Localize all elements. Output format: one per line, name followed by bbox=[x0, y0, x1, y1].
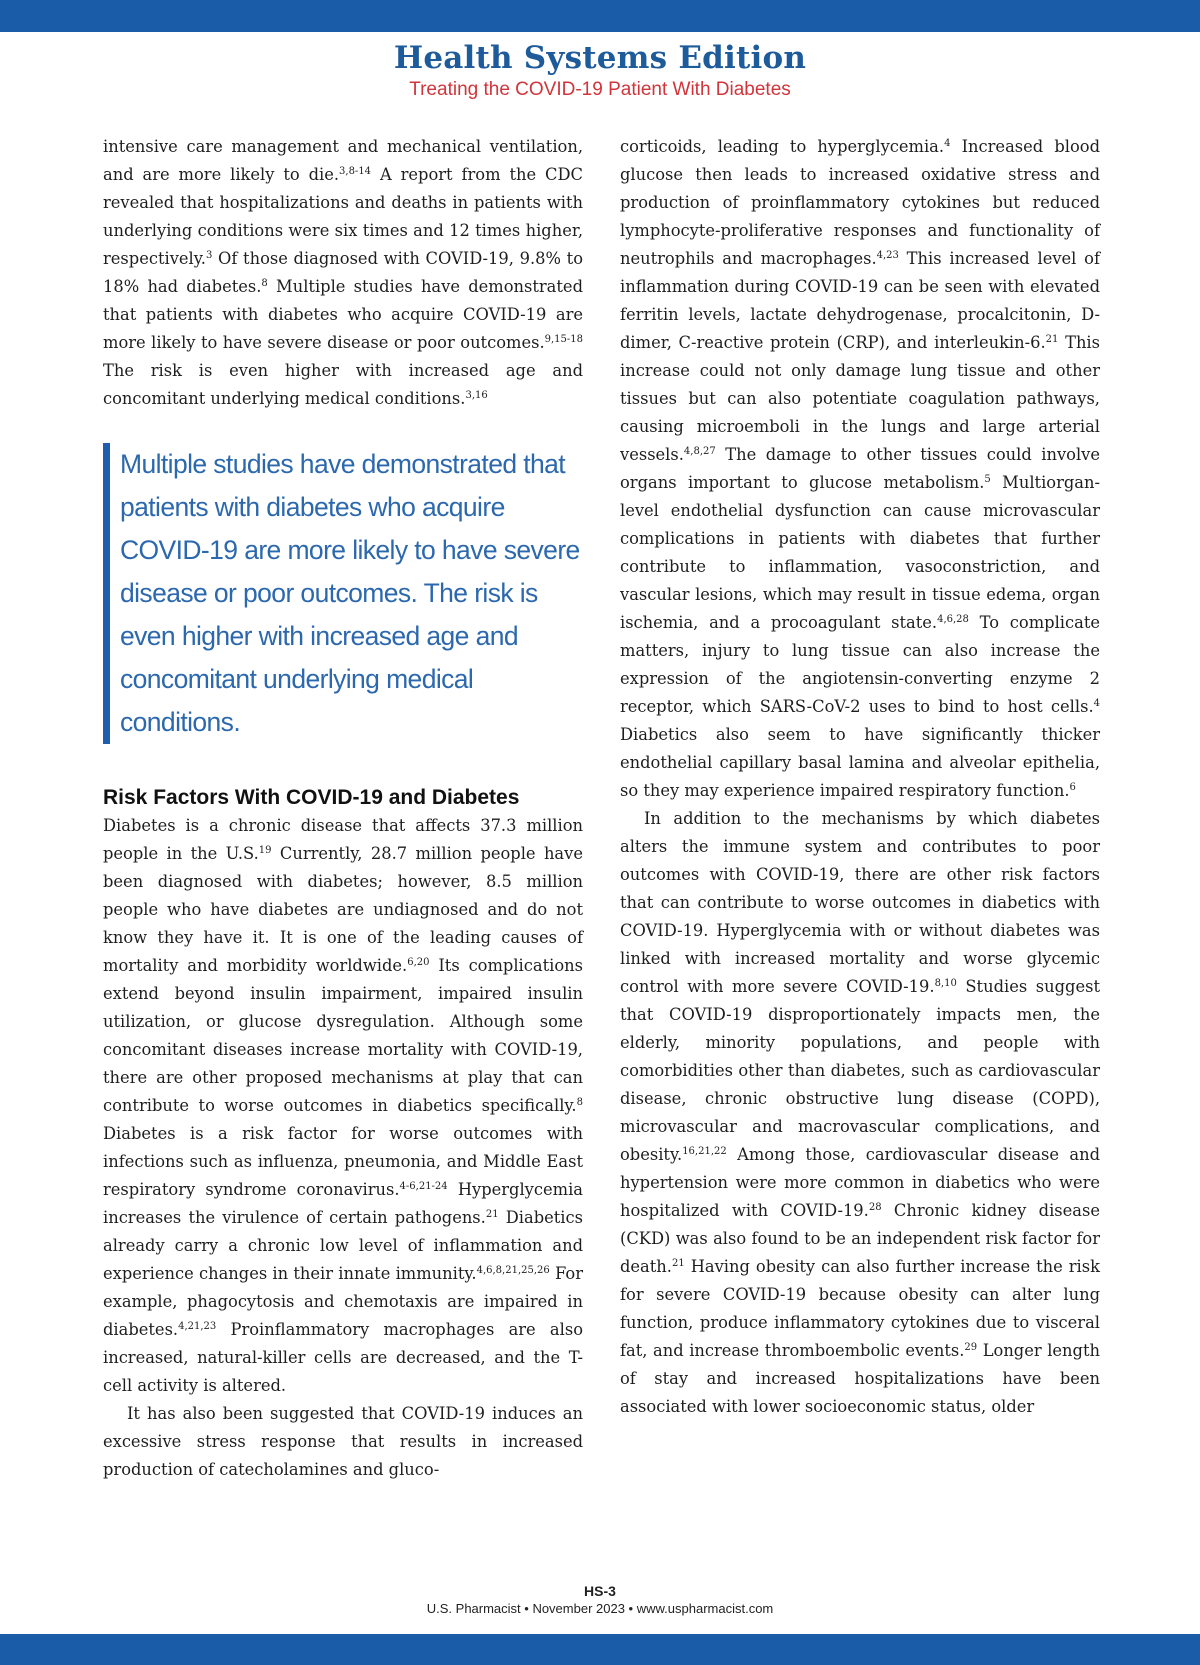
reference-superscript: 8 bbox=[261, 278, 268, 289]
reference-superscript: 8 bbox=[576, 1097, 583, 1108]
reference-superscript: 6 bbox=[1069, 782, 1076, 793]
reference-superscript: 6,20 bbox=[407, 957, 430, 968]
reference-superscript: 3,16 bbox=[465, 390, 488, 401]
reference-superscript: 4,21,23 bbox=[178, 1321, 217, 1332]
article-running-title: Treating the COVID-19 Patient With Diabetes bbox=[409, 79, 791, 100]
page-footer bbox=[0, 1582, 1200, 1618]
reference-superscript: 16,21,22 bbox=[682, 1146, 727, 1157]
body-paragraph: It has also been suggested that COVID-19 induces an excessive stress response that results in increased production of catecholamines and gluco- bbox=[103, 1404, 583, 1479]
reference-superscript: 5 bbox=[984, 474, 991, 485]
section-heading: Risk Factors With COVID-19 and Diabetes bbox=[103, 786, 520, 809]
bottom-color-band bbox=[0, 1634, 1200, 1665]
reference-superscript: 8,10 bbox=[934, 978, 957, 989]
reference-superscript: 21 bbox=[485, 1209, 499, 1220]
reference-superscript: 4,23 bbox=[876, 250, 899, 261]
reference-superscript: 29 bbox=[964, 1342, 978, 1353]
body-paragraph: In addition to the mechanisms by which diabetes alters the immune system and contributes to poor outcomes with COVID-19, there are other risk factors that can contribute to worse outcomes in diabetics with COVID-19. Hyperglycemia with or without diabetes was linked with increased mortality and worse glycemic control with more severe COVID-19.$^{8,10}$ Studies suggest that COVID-19 disproportionately impacts men, the elderly, minority populations, and people with comorbidities other than diabetes, such as cardiovascular disease, chronic obstructive lung disease (COPD), microvascular and macrovascular complications, and obesity.$^{16,21,22}$ Among those, cardiovascular disease and hypertension were more common in diabetics who were hospitalized with COVID-19.28 Chronic kidney disease (CKD) was also found to be an independent risk factor for death.$^{21}$ Having obesity can also further increase the risk for severe COVID-19 because obesity can alter lung function, produce inflammatory cytokines due to visceral fat, and increase thromboembolic events.$^{29}$ Longer length of stay and increased hospitalizations have been associated with lower socioeconomic status, older bbox=[620, 809, 1100, 1416]
reference-superscript: 4 bbox=[944, 138, 951, 149]
reference-superscript: 4 bbox=[1093, 698, 1100, 709]
reference-superscript: 3 bbox=[205, 250, 213, 261]
reference-superscript: 3,8-14 bbox=[339, 166, 372, 177]
masthead bbox=[0, 38, 1200, 102]
reference-superscript: 21 bbox=[671, 1258, 685, 1269]
reference-superscript: 21 bbox=[1045, 334, 1059, 345]
reference-superscript: 4,6,28 bbox=[937, 614, 969, 625]
right-column bbox=[620, 133, 1100, 1421]
page-number: HS-3 bbox=[584, 1583, 616, 1599]
reference-superscript: 19 bbox=[258, 845, 272, 856]
reference-superscript: 28 bbox=[868, 1202, 882, 1213]
body-paragraph: Diabetes is a chronic disease that affects 37.3 million people in the U.S.$^{19}$ Currently, 28.7 million people have been diagnosed with diabetes; however, 8.5 million people who have diabetes are undiagnosed and do not know they have it. It is one of the leading causes of mortality and morbidity worldwide.$^{6,20}$ Its complications extend beyond insulin impairment, impaired insulin utilization, or glucose dysregulation. Although some concomitant diseases increase mortality with COVID-19, there are other proposed mechanisms at play that can contribute to worse outcomes in diabetics specifically.$^8$ Diabetes is a risk factor for worse outcomes with infections such as influenza, pneumonia, and Middle East respiratory syndrome coronavirus.$^{4-6,21-24}$ Hyperglycemia increases the virulence of certain pathogens.$^{21}$ Diabetics already carry a chronic low level of inflammation and experience changes in their innate immunity.$^{4,6,8,21,25,26}$ For example, phagocytosis and chemotaxis are impaired in diabetes.$^{4,21,23}$ Proinflammatory macrophages are also increased, natural-killer cells are decreased, and the T-cell activity is altered. bbox=[103, 816, 583, 1395]
publication-citation: U.S. Pharmacist • November 2023 • www.uspharmacist.com bbox=[426, 1601, 774, 1616]
reference-superscript: 9,15-18 bbox=[544, 334, 583, 345]
reference-superscript: 4,6,8,21,25,26 bbox=[476, 1265, 550, 1276]
reference-superscript: 4,8,27 bbox=[683, 446, 716, 457]
top-color-band bbox=[0, 0, 1200, 32]
edition-title: Health Systems Edition bbox=[393, 40, 807, 76]
reference-superscript: 4-6,21-24 bbox=[399, 1181, 448, 1192]
pull-quote: Multiple studies have demonstrated that patients with diabetes who acquire COVID-19 are more likely to have severe disease or poor outcomes. The risk is even higher with increased age and concomitant underlying medical conditions. bbox=[103, 443, 583, 744]
body-paragraph: intensive care management and mechanical ventilation, and are more likely to die.$^{3,8-14}$ A report from the CDC revealed that hospitalizations and deaths in patients with underlying conditions were six times and 12 times higher, respectively.$^3$ Of those diagnosed with COVID-19, 9.8% to 18% had diabetes.$^8$ Multiple studies have demonstrated that patients with diabetes who acquire COVID-19 are more likely to have severe disease or poor outcomes.$^{9,15-18}$ The risk is even higher with increased age and concomitant underlying medical conditions.$^{3,16}$ bbox=[103, 137, 583, 408]
body-paragraph: corticoids, leading to hyperglycemia.$^4$ Increased blood glucose then leads to increased oxidative stress and production of proinflammatory cytokines but reduced lymphocyte-proliferative responses and functionality of neutrophils and macrophages.$^{4,23}$ This increased level of inflammation during COVID-19 can be seen with elevated ferritin levels, lactate dehydrogenase, procalcitonin, D-dimer, C-reactive protein (CRP), and interleukin-6.21 This increase could not only damage lung tissue and other tissues but can also potentiate coagulation pathways, causing microemboli in the lungs and large arterial vessels.$^{4,8,27}$ The damage to other tissues could involve organs important to glucose metabolism.$^5$ Multiorgan-level endothelial dysfunction can cause microvascular complications in patients with diabetes that further contribute to inflammation, vasoconstriction, and vascular lesions, which may result in tissue edema, organ ischemia, and a procoagulant state.$^{4,6,28}$ To complicate matters, injury to lung tissue can also increase the expression of the angiotensin-converting enzyme 2 receptor, which SARS-CoV-2 uses to bind to host cells.$^4$ Diabetics also seem to have significantly thicker endothelial capillary basal lamina and alveolar epithelia, so they may experience impaired respiratory function.$^6$ bbox=[620, 137, 1100, 800]
left-column bbox=[103, 133, 583, 1484]
